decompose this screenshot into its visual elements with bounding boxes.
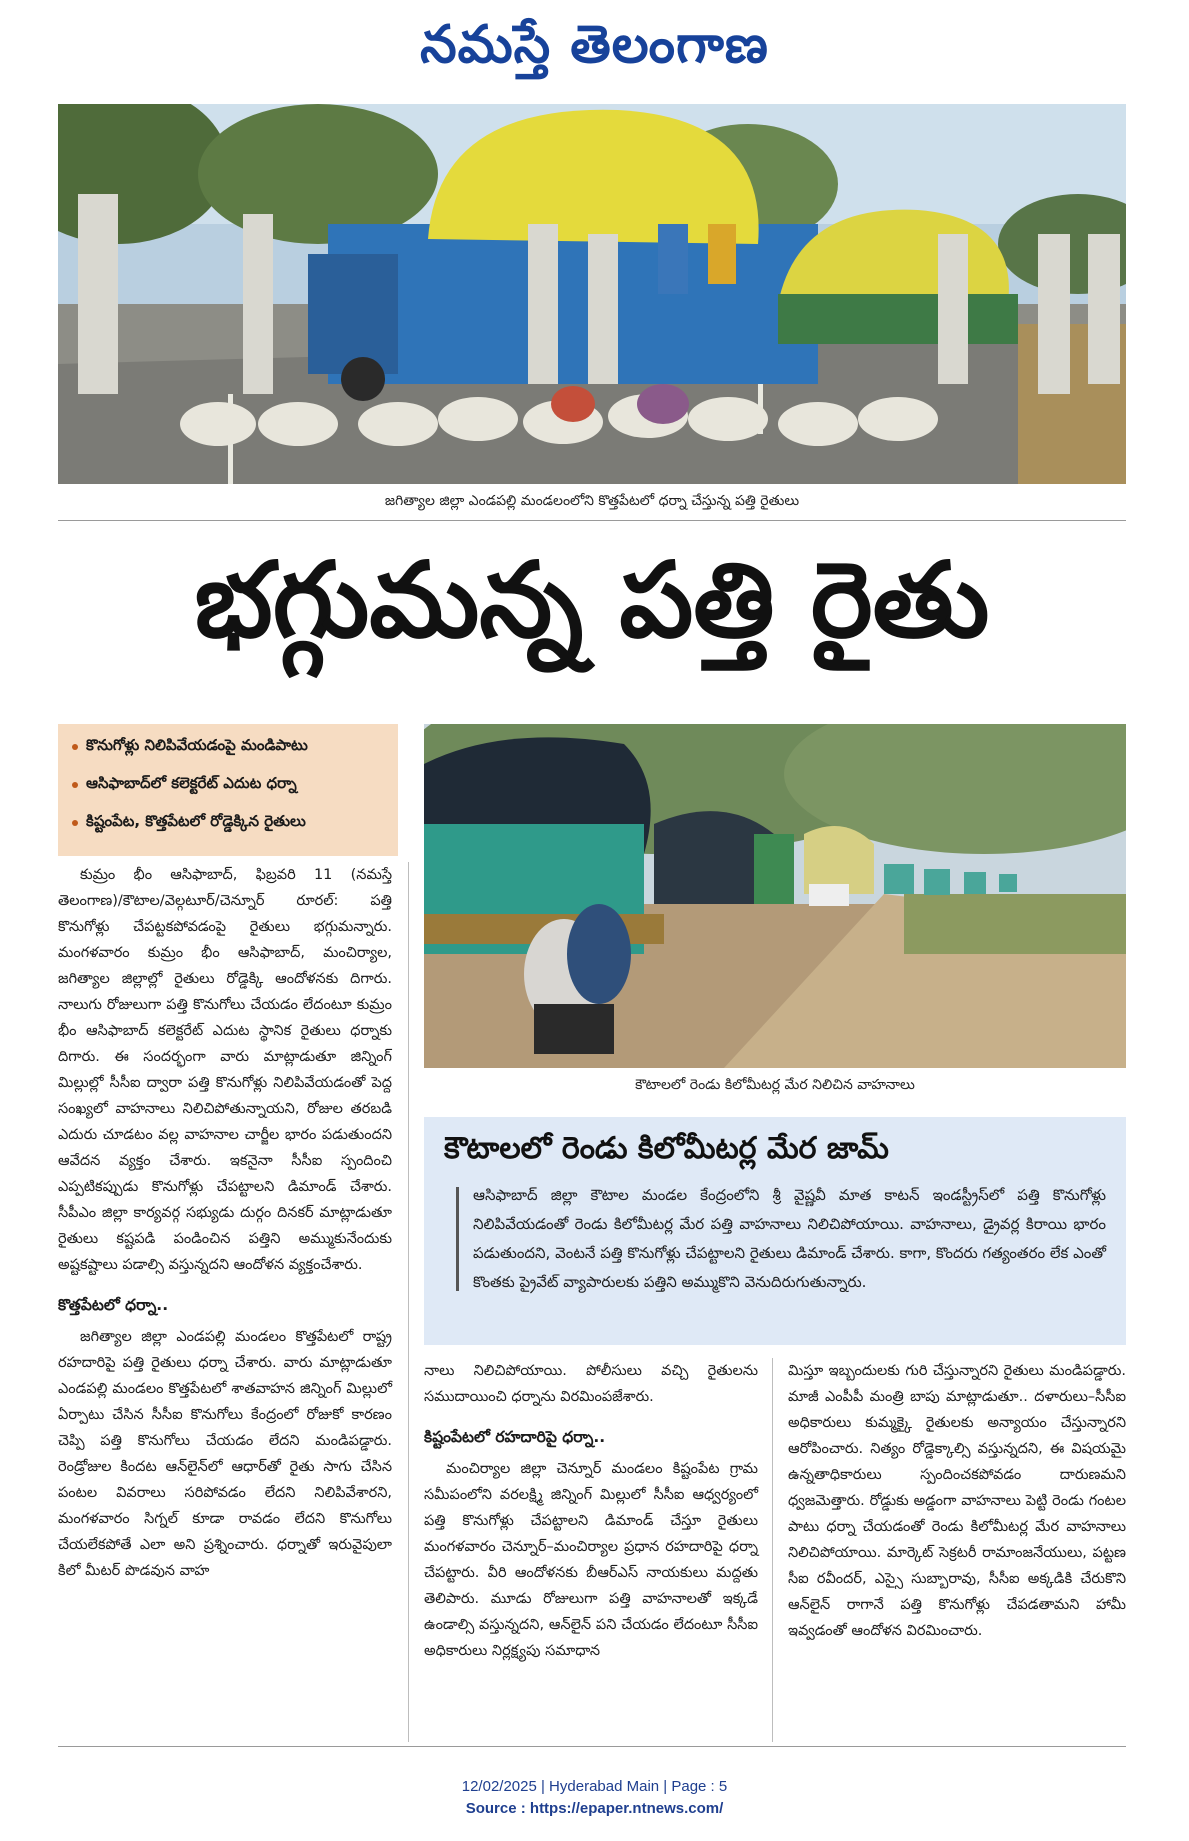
highlight-item: కొనుగోళ్లు నిలిపివేయడంపై మండిపాటు [72, 736, 388, 758]
article-paragraph: మంచిర్యాల జిల్లా చెన్నూర్ మండలం కిష్టంపేట గ్రామ సమీపంలోని వరలక్ష్మి జిన్నింగ్ మిల్లులో సీసీఐ ఆధ్వర్యంలో పత్తి కొనుగోళ్లు చేపట్టాలని డిమాండ్ చేస్తూ రైతులు మంగళవారం చెన్నూర్–మంచిర్యాల ప్రధాన రహదారిపై ధర్నా చేపట్టారు. వీరి ఆందోళనకు బీఆర్‌ఎస్ నాయకులు మద్దతు తెలిపారు. మూడు రోజులుగా పత్తి వాహనాలతో ఇక్కడే ఉండాల్సి వస్తున్నదని, ఆన్‌లైన్ పని చేయడం లేదంటూ సీసీఐ అధికారులు నిర్లక్ష్యపు సమాధాన [424, 1461, 758, 1659]
column-divider [408, 862, 409, 1742]
bullet-icon [72, 782, 78, 788]
article-paragraph: నాలు నిలిచిపోయాయి. పోలీసులు వచ్చి రైతులను సముదాయించి ధర్నాను విరమింపజేశారు. [424, 1363, 758, 1405]
article-column-3 [788, 1358, 1126, 1644]
sidebar-text: ఆసిఫాబాద్ జిల్లా కౌటాల మండల కేంద్రంలోని శ్రీ వైష్ణవీ మాత కాటన్ ఇండస్ట్రీస్‌లో పత్తి కొనుగోళ్లు నిలిపివేయడంతో రెండు కిలోమీటర్ల మేర పత్తి వాహనాలు నిలిచిపోయాయి. వాహనాలు, డ్రైవర్ల కిరాయి భారం పడుతుందని, వెంటనే పత్తి కొనుగోళ్లు చేపట్టాలని రైతులు డిమాండ్ చేశారు. కాగా, కొందరు గత్యంతరం లేక ఎంతో కొంతకు ప్రైవేట్ వ్యాపారులకు పత్తిని అమ్ముకొని వెనుదిరుగుతున్నారు. [473, 1186, 1106, 1291]
bullet-icon [72, 744, 78, 750]
masthead-logo: నమస్తే తెలంగాణ [420, 14, 769, 75]
sidebar-box [424, 1117, 1126, 1345]
article-paragraph: మిస్తూ ఇబ్బందులకు గురి చేస్తున్నారని రైతులు మండిపడ్డారు. మాజీ ఎంపీపీ మంత్రి బాపు మాట్లాడుతూ.. దళారులు–సీసీఐ అధికారులు కుమ్మక్కై రైతులకు అన్యాయం చేస్తున్నారని ఆరోపించారు. నిత్యం రోడ్డెక్కాల్సి వస్తున్నదని, ఈ విషయమై ఉన్నతాధికారులు స్పందించకపోవడం దారుణమని ధ్వజమెత్తారు. రోడ్డుకు అడ్డంగా వాహనాలు పెట్టి రెండు గంటల పాటు ధర్నా చేయడంతో రెండు కిలోమీటర్ల మేర వాహనాలు నిలిచిపోయాయి. మార్కెట్ సెక్రటరీ రామాంజనేయులు, పట్టణ సీఐ రవీందర్, ఎస్సై సుబ్బారావు, సీసీఐ అక్కడికి చేరుకొని ఆన్‌లైన్ రాగానే పత్తి కొనుగోళ్లు చేపడతామని హామీ ఇవ్వడంతో ఆందోళన విరమించారు. [788, 1363, 1126, 1639]
divider [58, 1746, 1126, 1747]
protest-photo-caption: జగిత్యాల జిల్లా ఎండపల్లి మండలంలోని కొత్తపేటలో ధర్నా చేస్తున్న పత్తి రైతులు [384, 493, 800, 509]
sidebar-accent-bar [456, 1187, 459, 1291]
article-column-1 [58, 862, 392, 1584]
protest-photo [58, 104, 1126, 484]
bullet-icon [72, 820, 78, 826]
page-info: 12/02/2025 | Hyderabad Main | Page : 5 [461, 1778, 728, 1795]
column-divider [772, 1358, 773, 1742]
sidebar-title: కౌటాలలో రెండు కిలోమీటర్ల మేర జామ్ [444, 1131, 889, 1166]
article-subhead: కొత్తపేటలో ధర్నా.. [58, 1296, 169, 1314]
highlight-item: కిష్టంపేట, కొత్తపేటలో రోడ్డెక్కిన రైతులు [72, 812, 388, 834]
vehicles-photo-caption: కౌటాలలో రెండు కిలోమీటర్ల మేర నిలిచిన వాహనాలు [635, 1077, 915, 1093]
divider [58, 520, 1126, 521]
highlight-item: ఆసిఫాబాద్‌లో కలెక్టరేట్ ఎదుట ధర్నా [72, 774, 388, 796]
article-column-2 [424, 1358, 758, 1664]
highlights-box [58, 724, 398, 856]
vehicles-photo [424, 724, 1126, 1068]
article-paragraph: కుమ్రం భీం ఆసిఫాబాద్, ఫిబ్రవరి 11 (నమస్తే తెలంగాణ)/కౌటాల/వెల్గటూర్/చెన్నూర్ రూరల్: పత్తి కొనుగోళ్లు చేపట్టకపోవడంపై రైతులు భగ్గుమన్నారు. మంగళవారం కుమ్రం భీం ఆసిఫాబాద్, మంచిర్యాల, జగిత్యాల జిల్లాల్లో రైతులు రోడ్డెక్కి ఆందోళనకు దిగారు. నాలుగు రోజులుగా పత్తి కొనుగోలు చేయడం లేదంటూ కుమ్రం భీం ఆసిఫాబాద్ కలెక్టరేట్ ఎదుట స్థానిక రైతులు ధర్నాకు దిగారు. ఈ సందర్భంగా వారు మాట్లాడుతూ జిన్నింగ్ మిల్లుల్లో సీసీఐ ద్వారా పత్తి కొనుగోళ్లు నిలిపివేయడంతో పెద్ద సంఖ్యలో వాహనాలు నిలిచిపోతున్నాయని, రోజుల తరబడి ఎదురు చూడటం వల్ల వాహనాల చార్జీల భారం పడుతుందని ఆవేదన వ్యక్తం చేశారు. ఇకనైనా సీసీఐ స్పందించి ఎప్పటికప్పుడు కొనుగోళ్లు చేపట్టాలని డిమాండ్ చేశారు. సీపీఎం జిల్లా కార్యవర్గ సభ్యుడు దుర్గం దినకర్ మాట్లాడుతూ రైతులు కష్టపడి పండించిన పత్తిని అమ్ముకునేందుకు అష్టకష్టాలు పడాల్సి వస్తున్నదని ఆందోళన వ్యక్తంచేశారు. [58, 867, 392, 1273]
article-subhead: కిష్టంపేటలో రహదారిపై ధర్నా.. [424, 1428, 606, 1446]
headline: భగ్గుమన్న పత్తి రైతు [194, 538, 990, 661]
article-paragraph: జగిత్యాల జిల్లా ఎండపల్లి మండలం కొత్తపేటలో రాష్ట్ర రహదారిపై పత్తి రైతులు ధర్నా చేశారు. వారు మాట్లాడుతూ ఎండపల్లి మండలం కొత్తపేటలో శాతవాహన జిన్నింగ్ మిల్లులో ఏర్పాటు చేసిన సీసీఐ కొనుగోలు కేంద్రంలో రోజుకో కారణం చెప్పి పత్తి కొనుగోలు చేయడం లేదని మండిపడ్డారు. రెండ్రోజుల కిందట ఆన్‌లైన్‌లో ఆధార్‌తో రైతు సాగు చేసిన పంటల వివరాలు సరిపోవడం లేదని నిలిపివేశారని, మంగళవారం సిగ్నల్ కూడా రావడం లేదని కొనుగోలు చేయలేకపోతే ఎలా అని ప్రశ్నించారు. ధర్నాతో ఇరువైపులా కిలో మీటర్ పొడవున వాహ [58, 1329, 392, 1579]
source-link[interactable]: Source : https://epaper.ntnews.com/ [465, 1800, 724, 1817]
